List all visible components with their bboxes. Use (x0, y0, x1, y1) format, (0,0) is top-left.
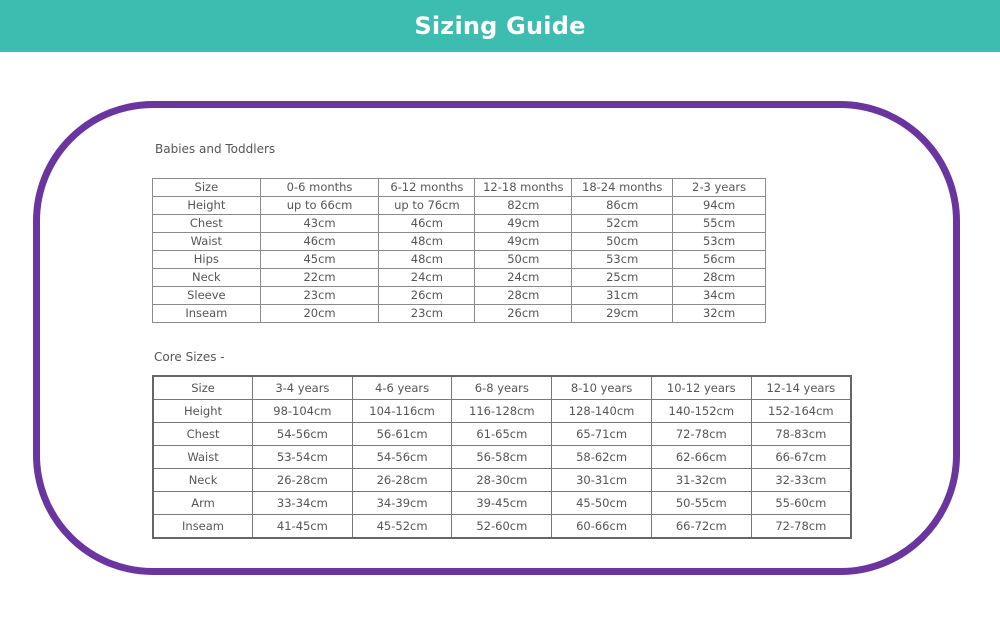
table-cell: 28cm (673, 269, 766, 287)
table-cell: 48cm (379, 251, 475, 269)
row-label: Waist (153, 233, 261, 251)
table-row (153, 215, 766, 233)
table-header-row (153, 376, 851, 400)
row-label: Waist (153, 446, 253, 469)
table-cell: 33-34cm (253, 492, 353, 515)
table-cell: up to 76cm (379, 197, 475, 215)
babies-section-title: Babies and Toddlers (155, 142, 276, 156)
table-cell: 65-71cm (552, 423, 652, 446)
table-row (153, 423, 851, 446)
table-cell: 58-62cm (552, 446, 652, 469)
table-cell: 43cm (260, 215, 379, 233)
column-header: 6-8 years (452, 376, 552, 400)
table-cell: 82cm (475, 197, 572, 215)
core-size-table (152, 375, 852, 539)
table-cell: 34-39cm (352, 492, 452, 515)
table-cell: 23cm (260, 287, 379, 305)
table-row (153, 515, 851, 539)
table-cell: 24cm (475, 269, 572, 287)
column-header: 0-6 months (260, 179, 379, 197)
row-label: Chest (153, 423, 253, 446)
table-cell: 61-65cm (452, 423, 552, 446)
table-cell: 50-55cm (651, 492, 751, 515)
column-header: 8-10 years (552, 376, 652, 400)
table-cell: 66-72cm (651, 515, 751, 539)
row-label: Hips (153, 251, 261, 269)
table-cell: 56cm (673, 251, 766, 269)
header-banner (0, 0, 1000, 52)
column-header: 18-24 months (572, 179, 673, 197)
table-cell: 66-67cm (751, 446, 851, 469)
row-label: Height (153, 197, 261, 215)
table-cell: 56-61cm (352, 423, 452, 446)
table-cell: 128-140cm (552, 400, 652, 423)
table-row (153, 446, 851, 469)
table-cell: 30-31cm (552, 469, 652, 492)
column-header: Size (153, 179, 261, 197)
table-cell: 56-58cm (452, 446, 552, 469)
row-label: Inseam (153, 515, 253, 539)
table-cell: 94cm (673, 197, 766, 215)
table-cell: 20cm (260, 305, 379, 323)
table-row (153, 400, 851, 423)
table-cell: 32-33cm (751, 469, 851, 492)
table-row (153, 233, 766, 251)
column-header: 2-3 years (673, 179, 766, 197)
table-cell: 53-54cm (253, 446, 353, 469)
table-cell: 46cm (260, 233, 379, 251)
column-header: 12-18 months (475, 179, 572, 197)
table-cell: 140-152cm (651, 400, 751, 423)
table-cell: 53cm (673, 233, 766, 251)
table-row (153, 197, 766, 215)
table-row (153, 269, 766, 287)
table-cell: 46cm (379, 215, 475, 233)
table-cell: 32cm (673, 305, 766, 323)
table-cell: 98-104cm (253, 400, 353, 423)
table-cell: 26cm (475, 305, 572, 323)
table-cell: 50cm (572, 233, 673, 251)
table-row (153, 251, 766, 269)
table-cell: 39-45cm (452, 492, 552, 515)
babies-size-table (152, 178, 766, 323)
table-cell: 24cm (379, 269, 475, 287)
table-cell: 52cm (572, 215, 673, 233)
table-cell: 49cm (475, 233, 572, 251)
column-header: 3-4 years (253, 376, 353, 400)
core-section-title: Core Sizes - (154, 350, 225, 364)
table-cell: 78-83cm (751, 423, 851, 446)
table-cell: 31cm (572, 287, 673, 305)
row-label: Inseam (153, 305, 261, 323)
row-label: Chest (153, 215, 261, 233)
table-row (153, 469, 851, 492)
table-cell: 50cm (475, 251, 572, 269)
table-cell: 25cm (572, 269, 673, 287)
table-row (153, 287, 766, 305)
table-cell: 152-164cm (751, 400, 851, 423)
table-cell: 23cm (379, 305, 475, 323)
table-header-row (153, 179, 766, 197)
column-header: 12-14 years (751, 376, 851, 400)
table-cell: 26cm (379, 287, 475, 305)
column-header: 6-12 months (379, 179, 475, 197)
column-header: 4-6 years (352, 376, 452, 400)
table-cell: 54-56cm (352, 446, 452, 469)
row-label: Arm (153, 492, 253, 515)
table-cell: 22cm (260, 269, 379, 287)
table-row (153, 305, 766, 323)
table-cell: 53cm (572, 251, 673, 269)
table-cell: 55cm (673, 215, 766, 233)
table-cell: 34cm (673, 287, 766, 305)
table-cell: 55-60cm (751, 492, 851, 515)
table-row (153, 492, 851, 515)
table-cell: 26-28cm (253, 469, 353, 492)
table-cell: 116-128cm (452, 400, 552, 423)
row-label: Sleeve (153, 287, 261, 305)
table-cell: 31-32cm (651, 469, 751, 492)
column-header: 10-12 years (651, 376, 751, 400)
table-cell: 49cm (475, 215, 572, 233)
table-cell: 54-56cm (253, 423, 353, 446)
table-cell: 86cm (572, 197, 673, 215)
table-cell: 45-52cm (352, 515, 452, 539)
row-label: Neck (153, 269, 261, 287)
page-title: Sizing Guide (414, 12, 586, 40)
table-cell: 104-116cm (352, 400, 452, 423)
table-cell: 28cm (475, 287, 572, 305)
table-cell: 41-45cm (253, 515, 353, 539)
table-cell: 60-66cm (552, 515, 652, 539)
table-cell: 45-50cm (552, 492, 652, 515)
row-label: Height (153, 400, 253, 423)
column-header: Size (153, 376, 253, 400)
table-cell: 52-60cm (452, 515, 552, 539)
table-cell: 48cm (379, 233, 475, 251)
row-label: Neck (153, 469, 253, 492)
table-cell: 29cm (572, 305, 673, 323)
table-cell: 62-66cm (651, 446, 751, 469)
table-cell: 28-30cm (452, 469, 552, 492)
table-cell: 72-78cm (651, 423, 751, 446)
table-cell: 72-78cm (751, 515, 851, 539)
table-cell: 45cm (260, 251, 379, 269)
table-cell: up to 66cm (260, 197, 379, 215)
table-cell: 26-28cm (352, 469, 452, 492)
